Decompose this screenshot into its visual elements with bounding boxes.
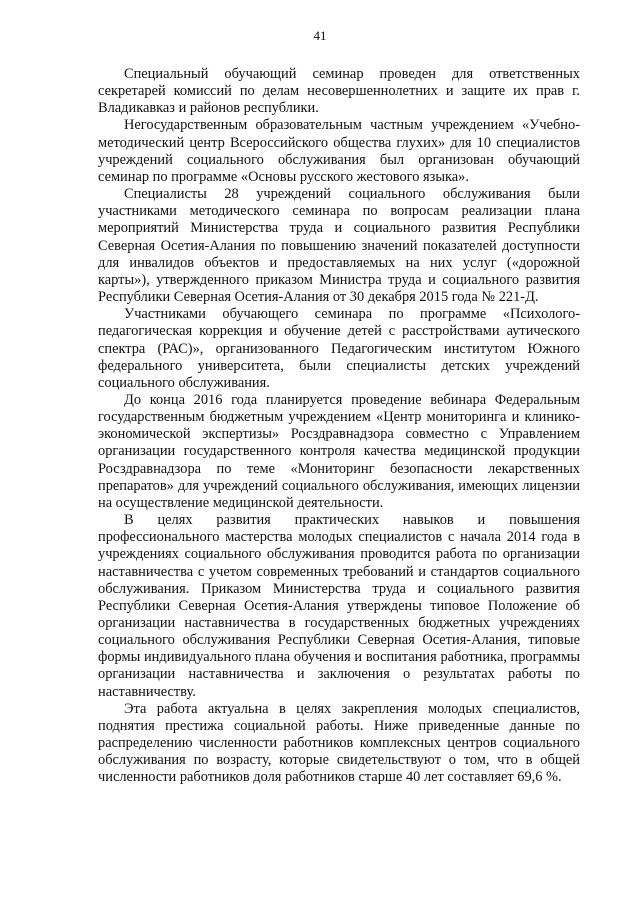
paragraph-sign-language-seminar: Негосударственным образовательным частным учреждением «Учебно-методический центр Всероссийского общества глухих» для 10 специалистов учреждений социального обслуживания был организован обучающий семинар по программе «Основы русского жестового языка».: [98, 117, 580, 185]
paragraph-seminar-secretaries: Специальный обучающий семинар проведен для ответственных секретарей комиссий по делам несовершеннолетних и защите их прав г. Владикавказ и районов республики.: [98, 66, 580, 117]
paragraph-autism-seminar: Участниками обучающего семинара по программе «Психолого-педагогическая коррекция и обучение детей с расстройствами аутического спектра (РАС)», организованного Педагогическим институтом Южного федерального университета, были специалисты детских учреждений социального обслуживания.: [98, 306, 580, 391]
paragraph-age-distribution: Эта работа актуальна в целях закрепления молодых специалистов, поднятия престижа социальной работы. Ниже приведенные данные по распределению численности работников комплексных центров социального обслуживания по возрасту, которые свидетельствуют о том, что в общей численности работников доля работников старше 40 лет составляет 69,6 %.: [98, 700, 580, 786]
paragraph-mentorship: В целях развития практических навыков и повышения профессионального мастерства молодых специалистов с начала 2014 года в учреждениях социального обслуживания проводится работа по организации наставничества с учетом современных требований и стандартов социального обслуживания. Приказом Министерства труда и социального развития Республики Северная Осетия-Алания утверждены типовое Положение об организации наставничества в государственных бюджетных учреждениях социального обслуживания Республики Северная Осетия-Алания, типовые формы индивидуального плана обучения и воспитания работника, программы организации наставничества и заключения о результатах работы по наставничеству.: [98, 512, 580, 700]
page-number: 41: [313, 28, 327, 43]
document-body: [98, 66, 580, 787]
paragraph-webinar-plan: До конца 2016 года планируется проведение вебинара Федеральным государственным бюджетным учреждением «Центр мониторинга и клинико-экономической экспертизы» Росздравнадзора совместно с Управлением организации государственного контроля качества медицинской продукции Росздравнадзора по теме «Мониторинг безопасности лекарственных препаратов» для учреждений социального обслуживания, имеющих лицензии на осуществление медицинской деятельности.: [98, 391, 580, 511]
paragraph-accessibility-seminar: Специалисты 28 учреждений социального обслуживания были участниками методического семинара по вопросам реализации плана мероприятий Министерства труда и социального развития Республики Северная Осетия-Алания по повышению значений показателей доступности для инвалидов объектов и предоставляемых на них услуг («дорожной карты»), утвержденного приказом Министра труда и социального развития Республики Северная Осетия-Алания от 30 декабря 2015 года № 221-Д.: [98, 186, 580, 306]
